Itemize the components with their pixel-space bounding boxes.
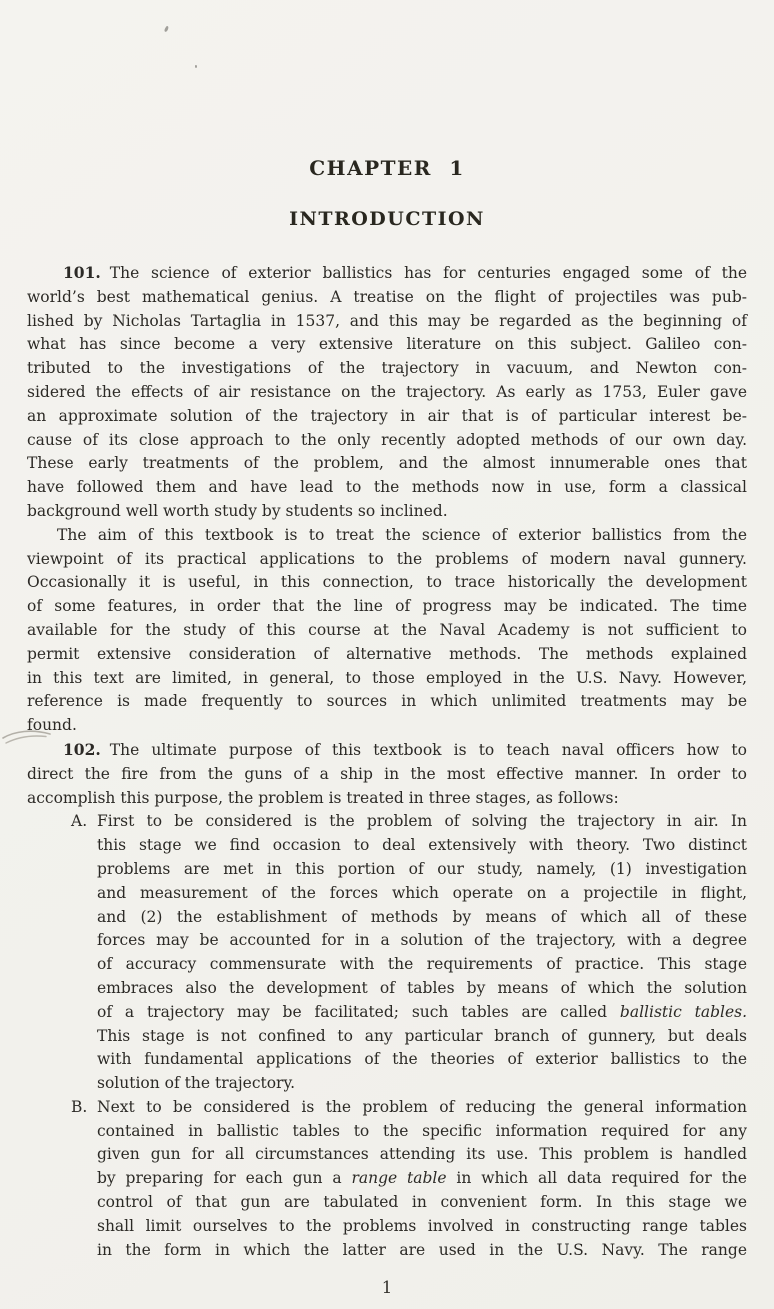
text-segment: have followed them and have lead to the methods now in use, form a classical <box>27 478 747 497</box>
paragraph-aim <box>27 524 747 738</box>
text-line <box>97 906 747 930</box>
text-segment: The science of exterior ballistics has for centuries engaged some of the <box>109 264 747 282</box>
text-line <box>27 429 747 453</box>
text-segment: tributed to the investigations of the trajectory in vacuum, and Newton con- <box>27 359 747 378</box>
text-segment: of accuracy commensurate with the requirements of practice. This stage <box>97 955 747 974</box>
text-segment: These early treatments of the problem, and the almost innumerable ones that <box>27 454 747 473</box>
text-segment: forces may be accounted for in a solution of the trajectory, with a degree <box>97 931 747 950</box>
document-body <box>27 261 747 1262</box>
text-line <box>27 595 747 619</box>
text-segment: by preparing for each gun a <box>97 1169 352 1188</box>
list-item-a-label: A. <box>71 812 88 831</box>
text-segment: cause of its close approach to the only recently adopted methods of our own day. <box>27 430 747 449</box>
text-line <box>97 1096 747 1120</box>
text-line <box>27 261 747 286</box>
text-line <box>97 858 747 882</box>
text-segment: background well worth study by students so inclined. <box>27 501 448 520</box>
text-line <box>97 882 747 906</box>
text-line <box>27 643 747 667</box>
text-line <box>27 714 747 738</box>
scan-speck <box>164 26 169 33</box>
text-line <box>97 810 747 834</box>
text-segment: problems are met in this portion of our study, namely, (1) investigation <box>97 859 747 878</box>
text-line <box>27 524 747 548</box>
text-line <box>97 977 747 1001</box>
text-line <box>27 405 747 429</box>
text-segment: contained in ballistic tables to the specific information required for any <box>97 1121 747 1140</box>
text-line <box>97 1167 747 1191</box>
text-line <box>97 1072 747 1096</box>
text-segment: solution of the trajectory. <box>97 1074 296 1093</box>
text-line <box>27 738 747 763</box>
text-line <box>97 929 747 953</box>
text-segment: First to be considered is the problem of solving the trajectory in air. In <box>97 812 747 831</box>
text-segment: The aim of this textbook is to treat the science of exterior ballistics from the <box>57 525 747 544</box>
chapter-heading: CHAPTER 1 <box>309 156 465 180</box>
text-line <box>27 619 747 643</box>
text-segment: control of that gun are tabulated in convenient form. In this stage we <box>97 1193 747 1212</box>
text-segment: in the form in which the latter are used in the U.S. Navy. The range <box>97 1240 747 1259</box>
text-segment: this stage we find occasion to deal extensively with theory. Two distinct <box>97 836 747 855</box>
text-line <box>27 357 747 381</box>
text-line <box>27 476 747 500</box>
text-segment: and (2) the establishment of methods by means of which all of these <box>97 907 747 926</box>
paragraph-102 <box>27 738 747 810</box>
text-segment: Occasionally it is useful, in this connection, to trace historically the development <box>27 573 747 592</box>
text-line <box>27 381 747 405</box>
text-line <box>97 1048 747 1072</box>
text-segment: accomplish this purpose, the problem is treated in three stages, as follows: <box>27 788 619 807</box>
text-line <box>27 286 747 310</box>
text-segment: found. <box>27 716 77 735</box>
text-line <box>27 571 747 595</box>
text-line <box>27 310 747 334</box>
text-line <box>27 690 747 714</box>
text-line <box>97 1025 747 1049</box>
paragraph-101 <box>27 261 747 524</box>
text-line <box>27 333 747 357</box>
text-segment: reference is made frequently to sources in which unlimited treatments may be <box>27 692 747 711</box>
text-segment: range table <box>351 1169 447 1188</box>
text-segment: This stage is not confined to any particular branch of gunnery, but deals <box>97 1026 747 1045</box>
text-line <box>27 763 747 787</box>
text-line <box>97 1120 747 1144</box>
text-segment: Next to be considered is the problem of reducing the general information <box>97 1097 747 1116</box>
text-segment: and measurement of the forces which operate on a projectile in flight, <box>97 883 747 902</box>
text-line <box>97 1239 747 1263</box>
text-segment: of some features, in order that the line of progress may be indicated. The time <box>27 597 747 616</box>
list-item-b-label: B. <box>71 1097 88 1116</box>
text-segment: lished by Nicholas Tartaglia in 1537, and this may be regarded as the beginning of <box>27 311 747 330</box>
text-segment: with fundamental applications of the theories of exterior ballistics to the <box>97 1050 747 1069</box>
text-line <box>97 1143 747 1167</box>
text-segment: shall limit ourselves to the problems involved in constructing range tables <box>97 1216 747 1235</box>
text-line <box>97 953 747 977</box>
text-line <box>27 452 747 476</box>
list-item-b <box>27 1096 747 1263</box>
text-segment: an approximate solution of the trajectory in air that is of particular interest be- <box>27 406 747 425</box>
text-segment: of a trajectory may be facilitated; such tables are called <box>97 1002 620 1021</box>
text-segment: in this text are limited, in general, to those employed in the U.S. Navy. However, <box>27 668 747 687</box>
page-content <box>27 156 747 1297</box>
section-heading: INTRODUCTION <box>289 208 485 230</box>
text-segment: sidered the effects of air resistance on the trajectory. As early as 1753, Euler gave <box>27 382 747 401</box>
text-line <box>27 500 747 524</box>
text-segment: 102. <box>63 739 101 759</box>
text-segment: 101. <box>63 263 101 282</box>
text-line <box>97 1191 747 1215</box>
text-segment: ballistic tables. <box>619 1002 747 1021</box>
text-line <box>97 1001 747 1025</box>
text-segment: what has since become a very extensive literature on this subject. Galileo con- <box>27 335 747 354</box>
text-line <box>97 834 747 858</box>
text-segment: available for the study of this course at the Naval Academy is not sufficient to <box>27 620 747 639</box>
scan-speck <box>195 65 197 68</box>
text-line <box>27 787 747 811</box>
text-line <box>27 667 747 691</box>
text-segment: permit extensive consideration of alternative methods. The methods explained <box>27 644 747 663</box>
text-line <box>97 1215 747 1239</box>
text-line <box>27 548 747 572</box>
text-segment: embraces also the development of tables by means of which the solution <box>97 978 747 997</box>
text-segment: direct the fire from the guns of a ship in the most effective manner. In order to <box>27 764 747 783</box>
text-segment: given gun for all circumstances attending its use. This problem is handled <box>97 1145 747 1164</box>
list-item-a <box>27 810 747 1096</box>
page-number: 1 <box>381 1278 393 1298</box>
text-segment: The ultimate purpose of this textbook is to teach naval officers how to <box>109 740 747 759</box>
text-segment: viewpoint of its practical applications to the problems of modern naval gunnery. <box>27 549 747 568</box>
text-segment: in which all data required for the <box>446 1169 747 1188</box>
text-segment: world’s best mathematical genius. A treatise on the flight of projectiles was pub- <box>27 287 747 306</box>
